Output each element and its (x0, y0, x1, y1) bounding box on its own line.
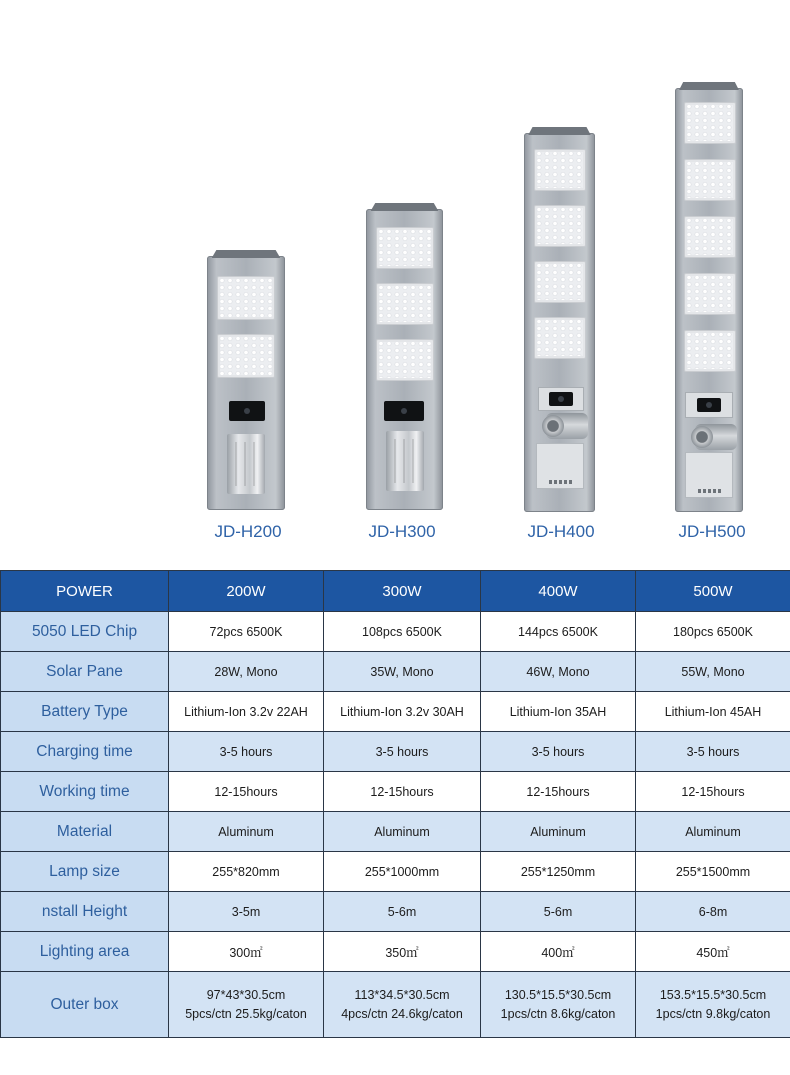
led-panel (376, 227, 434, 269)
lamp-image-h300 (366, 209, 443, 510)
row-label: Solar Pane (1, 652, 169, 692)
pole-pipe (695, 424, 737, 450)
model-label-h400: JD-H400 (527, 522, 595, 541)
table-row (1, 772, 790, 812)
table-cell: 35W, Mono (324, 652, 481, 692)
table-cell: 255*1500mm (636, 852, 790, 892)
table-cell: 144pcs 6500K (481, 612, 636, 652)
table-row (1, 972, 790, 1038)
sensor-housing (538, 387, 584, 411)
lamp-cap (524, 127, 595, 135)
led-panel (534, 205, 586, 247)
table-cell: Aluminum (636, 812, 790, 852)
table-cell: 12-15hours (636, 772, 790, 812)
lamp-image-h400 (524, 133, 595, 512)
row-label: Outer box (1, 972, 169, 1038)
table-row (1, 812, 790, 852)
header-300w: 300W (324, 571, 481, 612)
battery-box (685, 452, 733, 498)
led-panel (534, 317, 586, 359)
table-cell: 12-15hours (481, 772, 636, 812)
table-cell: 28W, Mono (169, 652, 324, 692)
row-label: 5050 LED Chip (1, 612, 169, 652)
sensor-icon (549, 392, 573, 406)
battery-box (536, 443, 584, 489)
led-panel (684, 273, 736, 315)
sensor-housing (685, 392, 733, 418)
row-label: Battery Type (1, 692, 169, 732)
table-cell: 12-15hours (324, 772, 481, 812)
lamp-cap (366, 203, 443, 211)
table-cell: Lithium-Ion 35AH (481, 692, 636, 732)
table-cell: 300㎡ (169, 932, 324, 972)
table-row (1, 652, 790, 692)
pole-mount (227, 434, 265, 494)
table-cell: Aluminum (481, 812, 636, 852)
table-cell (481, 972, 636, 1038)
cell-line: 5pcs/ctn 25.5kg/caton (185, 1006, 307, 1021)
sensor-icon (697, 398, 721, 412)
table-cell: 5-6m (324, 892, 481, 932)
table-cell: 3-5 hours (169, 732, 324, 772)
lamp-cap (675, 82, 743, 90)
lamp-image-h500 (675, 88, 743, 512)
table-cell (636, 972, 790, 1038)
table-cell: Lithium-Ion 3.2v 30AH (324, 692, 481, 732)
table-row (1, 892, 790, 932)
sensor-icon (384, 401, 424, 421)
table-cell: 3-5m (169, 892, 324, 932)
row-label: nstall Height (1, 892, 169, 932)
lamp-cap (207, 250, 285, 258)
table-cell: 72pcs 6500K (169, 612, 324, 652)
table-body (1, 612, 790, 1038)
table-cell: 400㎡ (481, 932, 636, 972)
model-label-h500: JD-H500 (678, 522, 746, 541)
pole-mount (386, 431, 424, 491)
table-cell: 3-5 hours (636, 732, 790, 772)
table-cell: 180pcs 6500K (636, 612, 790, 652)
cell-line: 97*43*30.5cm (206, 987, 286, 1002)
table-cell: 46W, Mono (481, 652, 636, 692)
led-panel (534, 261, 586, 303)
led-panel (376, 283, 434, 325)
spec-table (0, 570, 790, 1038)
row-label: Material (1, 812, 169, 852)
lamp-image-h200 (207, 256, 285, 510)
pole-pipe (546, 413, 588, 439)
table-row (1, 852, 790, 892)
table-row (1, 692, 790, 732)
table-cell: 350㎡ (324, 932, 481, 972)
header-power: POWER (1, 571, 169, 612)
table-row (1, 932, 790, 972)
row-label: Lighting area (1, 932, 169, 972)
table-row (1, 612, 790, 652)
table-cell: 55W, Mono (636, 652, 790, 692)
header-400w: 400W (481, 571, 636, 612)
table-row (1, 732, 790, 772)
cell-line: 153.5*15.5*30.5cm (659, 987, 767, 1002)
table-cell: 108pcs 6500K (324, 612, 481, 652)
model-label-h200: JD-H200 (214, 522, 282, 541)
header-200w: 200W (169, 571, 324, 612)
led-panel (217, 276, 275, 320)
cell-line: 130.5*15.5*30.5cm (504, 987, 612, 1002)
table-cell (324, 972, 481, 1038)
table-cell: 255*1000mm (324, 852, 481, 892)
led-panel (217, 334, 275, 378)
table-cell: 3-5 hours (324, 732, 481, 772)
table-cell: 5-6m (481, 892, 636, 932)
led-panel (376, 339, 434, 381)
model-label-h300: JD-H300 (368, 522, 436, 541)
table-cell (169, 972, 324, 1038)
sensor-icon (229, 401, 265, 421)
table-cell: Lithium-Ion 3.2v 22AH (169, 692, 324, 732)
cell-line: 1pcs/ctn 9.8kg/caton (655, 1006, 771, 1021)
cell-line: 1pcs/ctn 8.6kg/caton (500, 1006, 616, 1021)
table-cell: Aluminum (169, 812, 324, 852)
cell-line: 113*34.5*30.5cm (354, 987, 450, 1002)
led-panel (684, 102, 736, 144)
led-panel (684, 216, 736, 258)
cell-line: 4pcs/ctn 24.6kg/caton (341, 1006, 463, 1021)
table-cell: 12-15hours (169, 772, 324, 812)
row-label: Working time (1, 772, 169, 812)
led-panel (534, 149, 586, 191)
table-cell: Aluminum (324, 812, 481, 852)
table-cell: 3-5 hours (481, 732, 636, 772)
table-cell: 255*1250mm (481, 852, 636, 892)
table-cell: 450㎡ (636, 932, 790, 972)
table-cell: 255*820mm (169, 852, 324, 892)
table-cell: Lithium-Ion 45AH (636, 692, 790, 732)
led-panel (684, 330, 736, 372)
table-header-row (1, 571, 790, 612)
led-panel (684, 159, 736, 201)
table-cell: 6-8m (636, 892, 790, 932)
row-label: Lamp size (1, 852, 169, 892)
header-500w: 500W (636, 571, 790, 612)
row-label: Charging time (1, 732, 169, 772)
